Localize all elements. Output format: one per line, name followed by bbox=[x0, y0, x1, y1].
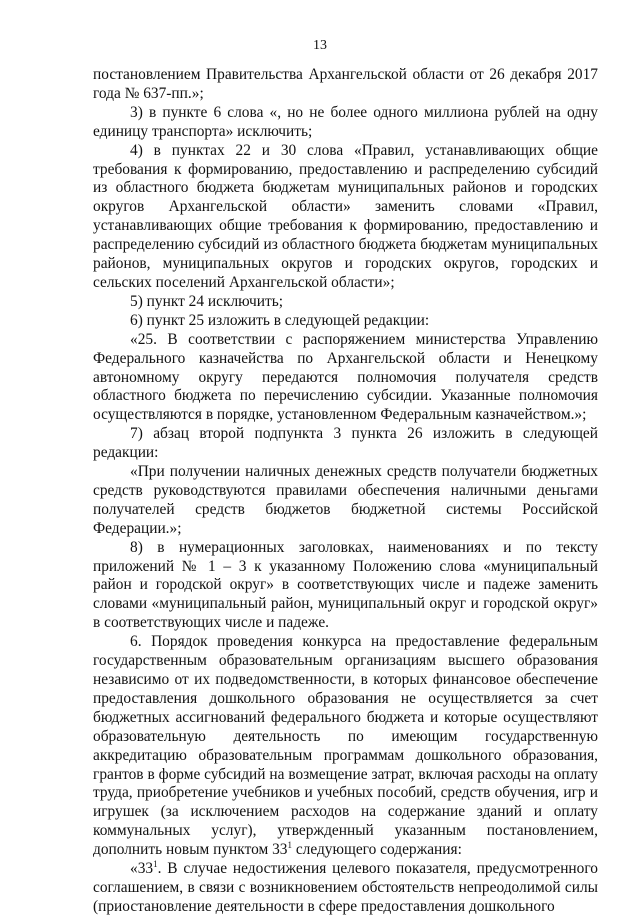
paragraph-item-8: 8) в нумерационных заголовках, наименованиях и по тексту приложений № 1 – 3 к указанному Положению слова «муниципальный район и городской округ» в соответствующих числе и падеже заменить словами «муниципальный район, муниципальный округ и городской округ» в соответствующих числе и падеже. bbox=[93, 538, 598, 632]
paragraph-1: постановлением Правительства Архангельской области от 26 декабря 2017 года № 637-пп.»; bbox=[93, 66, 598, 102]
quoted-paragraph-33-1-lead: «33 bbox=[130, 860, 154, 878]
paragraph-section-6-tail: следующего содержания: bbox=[291, 841, 462, 859]
quoted-paragraph-33-1-text: . В случае недостижения целевого показателя, предусмотренного соглашением, в связи с возникновением обстоятельств непреодолимой силы (приостановление деятельности в сфере предоставления дошкольного bbox=[93, 860, 598, 915]
superscript-1: 1 bbox=[153, 859, 158, 870]
paragraph-item-4: 4) в пунктах 22 и 30 слова «Правил, устанавливающих общие требования к формированию, предоставлению и распределению субсидий из областного бюджета бюджетам муниципальных районов и городских округов Архангельской области» заменить словами «Правил, устанавливающих общие требования к формированию, предоставлению и распределению субсидий из областного бюджета бюджетам муниципальных районов, муниципальных округов и городских округов, городских и сельских поселений Архангельской области»; bbox=[93, 141, 598, 291]
quoted-paragraph-cash: «При получении наличных денежных средств получатели бюджетных средств руководствуются правилами обеспечения наличными деньгами получателей средств бюджетов бюджетной системы Российской Федерации.»; bbox=[93, 463, 598, 537]
paragraph-section-6-text: 6. Порядок проведения конкурса на предоставление федеральным государственным образовательным организациям высшего образования независимо от их подведомственности, в которых финансовое обеспечение предоставления дошкольного образования не осуществляется за счет бюджетных ассигнований федерального бюджета и которые осуществляют образовательную деятельность по имеющим государственную аккредитацию образовательным программам дошкольного образования, грантов в форме субсидий на возмещение затрат, включая расходы на оплату труда, приобретение учебников и учебных пособий, средств обучения, игр и игрушек (за исключением расходов на содержание зданий и оплату коммунальных услуг), утвержденный указанным постановлением, дополнить новым пунктом 33 bbox=[93, 633, 598, 859]
paragraph-item-3: 3) в пункте 6 слова «, но не более одного миллиона рублей на одну единицу транспорта» исключить; bbox=[93, 103, 598, 140]
page-number: 13 bbox=[313, 38, 327, 53]
paragraph-item-6: 6) пункт 25 изложить в следующей редакции: bbox=[130, 311, 430, 329]
paragraph-item-7: 7) абзац второй подпункта 3 пункта 26 изложить в следующей редакции: bbox=[93, 425, 598, 462]
document-body bbox=[93, 66, 598, 917]
paragraph-item-5: 5) пункт 24 исключить; bbox=[130, 292, 284, 310]
paragraph-section-6 bbox=[93, 633, 598, 860]
quoted-paragraph-33-1 bbox=[93, 860, 598, 917]
quoted-paragraph-25: «25. В соответствии с распоряжением министерства Управлению Федерального казначейства по Архангельской области и Ненецкому автономному округу передаются полномочия получателя средств областного бюджета по перечислению субсидии. Указанные полномочия осуществляются в порядке, установленном Федеральным казначейством.»; bbox=[93, 330, 598, 424]
superscript-1: 1 bbox=[287, 840, 292, 851]
